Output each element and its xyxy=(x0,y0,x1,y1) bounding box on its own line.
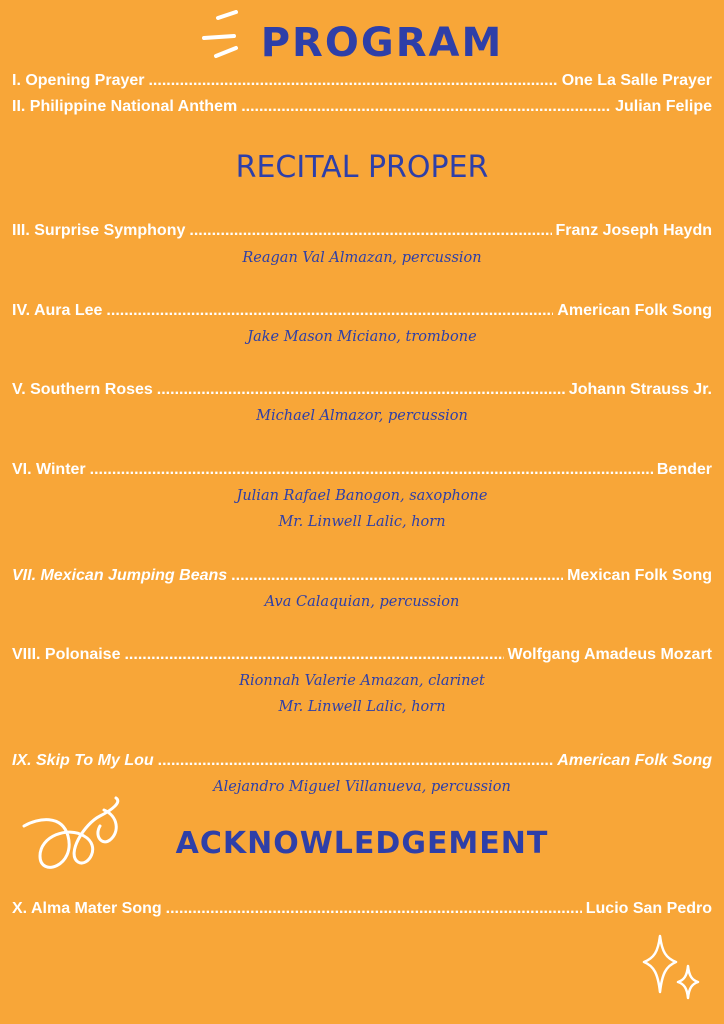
performer: Rionnah Valerie Amazan, clarinet xyxy=(239,673,485,689)
piece-title: III. Surprise Symphony xyxy=(12,222,186,239)
piece-title: VIII. Polonaise xyxy=(12,646,121,663)
composer: Franz Joseph Haydn xyxy=(555,222,712,239)
program-item xyxy=(12,98,712,120)
recital-item xyxy=(12,646,712,668)
dot-leader xyxy=(124,646,503,664)
recital-item xyxy=(12,222,712,244)
dot-leader xyxy=(189,222,551,240)
piece-title: V. Southern Roses xyxy=(12,381,153,398)
dot-leader xyxy=(90,461,653,479)
dot-leader xyxy=(231,567,563,585)
dot-leader xyxy=(106,302,553,320)
dot-leader xyxy=(166,900,582,918)
recital-item xyxy=(12,381,712,403)
composer: One La Salle Prayer xyxy=(561,72,712,89)
recital-item xyxy=(12,302,712,324)
recital-title: RECITAL PROPER xyxy=(235,150,489,185)
piece-title: VII. Mexican Jumping Beans xyxy=(12,567,228,584)
composer: American Folk Song xyxy=(557,302,712,319)
performer: Alejandro Miguel Villanueva, percussion xyxy=(213,779,511,795)
performer: Julian Rafael Banogon, saxophone xyxy=(236,488,488,504)
performer: Reagan Val Almazan, percussion xyxy=(242,250,482,266)
program-title: PROGRAM xyxy=(260,20,504,66)
piece-title: I. Opening Prayer xyxy=(12,72,145,89)
recital-item xyxy=(12,567,712,589)
recital-item xyxy=(12,461,712,483)
dot-leader xyxy=(158,752,554,770)
piece-title: II. Philippine National Anthem xyxy=(12,98,238,115)
performer: Mr. Linwell Lalic, horn xyxy=(278,699,446,715)
performer: Michael Almazor, percussion xyxy=(256,408,468,424)
piece-title: X. Alma Mater Song xyxy=(12,900,162,917)
composer: Mexican Folk Song xyxy=(567,567,712,584)
piece-title: IX. Skip To My Lou xyxy=(12,752,154,769)
acknowledgement-item xyxy=(12,900,712,922)
performer: Jake Mason Miciano, trombone xyxy=(247,329,477,345)
acknowledgement-title: ACKNOWLEDGEMENT xyxy=(175,826,549,861)
recital-item xyxy=(12,752,712,774)
piece-title: VI. Winter xyxy=(12,461,86,478)
composer: Julian Felipe xyxy=(615,98,712,115)
composer: Johann Strauss Jr. xyxy=(568,381,712,398)
dot-leader xyxy=(148,72,557,90)
composer: Lucio San Pedro xyxy=(585,900,712,917)
composer: American Folk Song xyxy=(557,752,712,769)
program-item xyxy=(12,72,712,94)
dot-leader xyxy=(157,381,565,399)
sparkle-stars-icon xyxy=(638,932,704,1004)
performer: Ava Calaquian, percussion xyxy=(264,594,460,610)
composer: Wolfgang Amadeus Mozart xyxy=(507,646,712,663)
composer: Bender xyxy=(656,461,712,478)
piece-title: IV. Aura Lee xyxy=(12,302,103,319)
dot-leader xyxy=(241,98,611,116)
performer: Mr. Linwell Lalic, horn xyxy=(278,514,446,530)
